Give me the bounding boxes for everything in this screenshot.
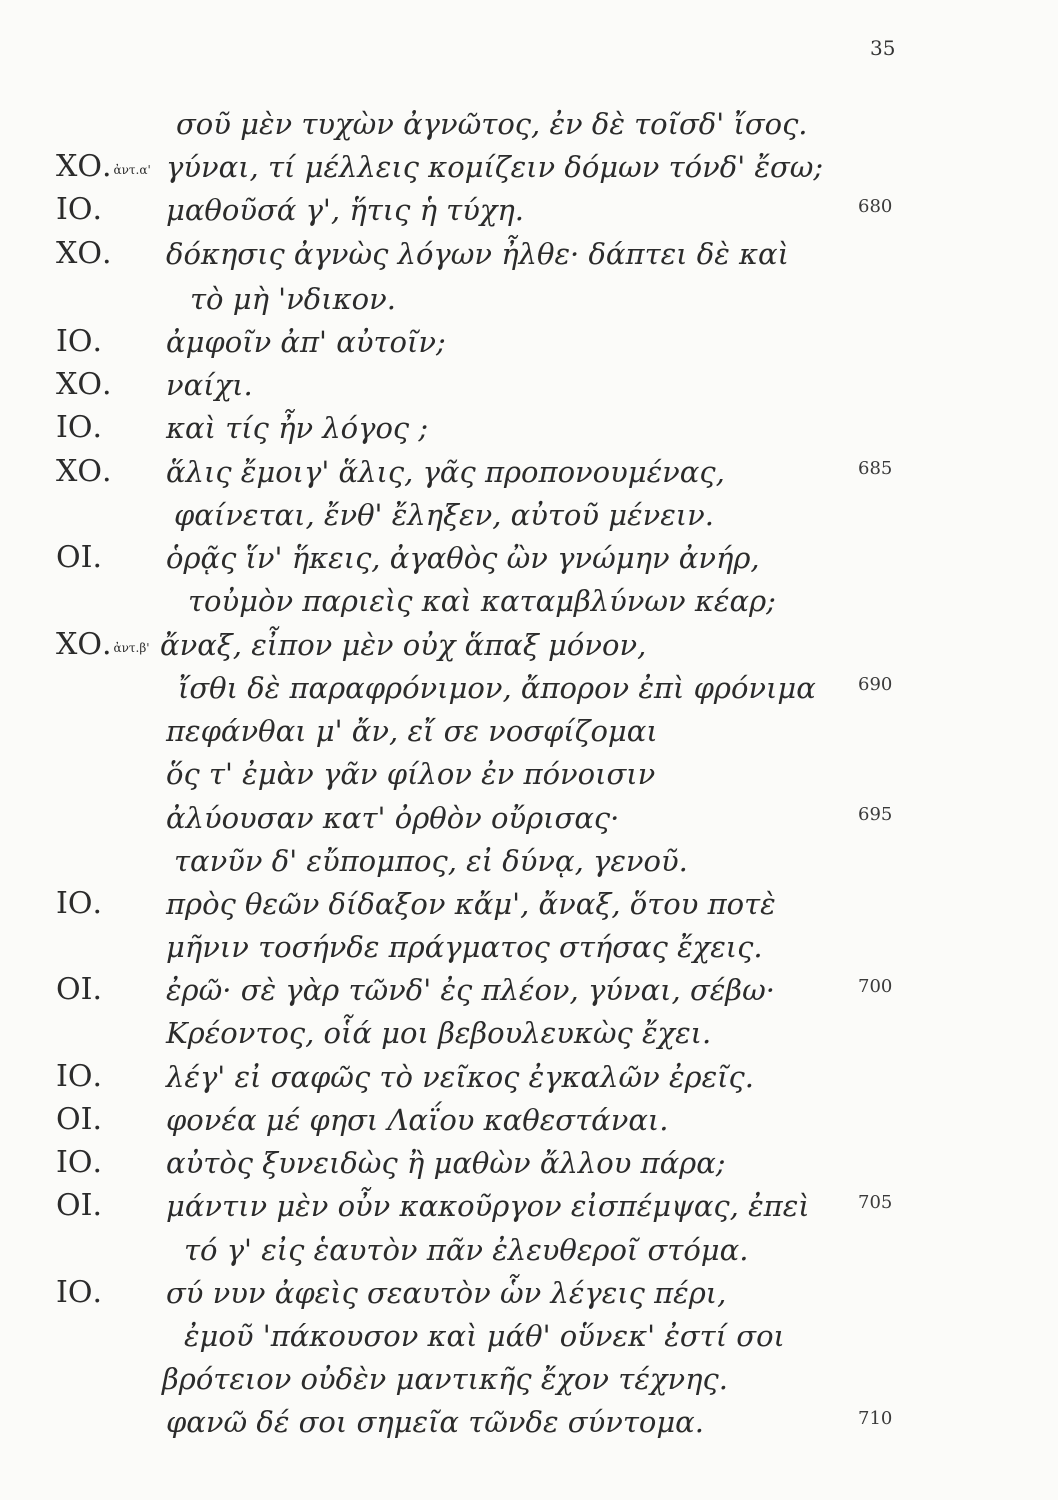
speaker-name: ΙΟ. <box>56 1275 102 1310</box>
verse-line <box>0 1057 1058 1097</box>
speaker-name: ΙΟ. <box>56 886 102 921</box>
speaker-name: ΟΙ. <box>56 540 102 575</box>
verse-line <box>0 1013 1058 1053</box>
speaker-label <box>56 538 102 578</box>
verse-line <box>0 668 1058 708</box>
speaker-label <box>56 365 112 405</box>
verse-line <box>0 711 1058 751</box>
speaker-name: ΙΟ. <box>56 192 102 227</box>
verse-text: ἀλύουσαν κατ' ὀρθὸν οὔρισας· <box>166 801 620 835</box>
verse-text: τοὐμὸν παριεὶς καὶ καταμβλύνων κέαρ; <box>188 584 776 618</box>
speaker-name: ΧΟ. <box>56 454 112 489</box>
verse-text: βρότειον οὐδὲν μαντικῆς ἔχον τέχνης. <box>162 1362 728 1396</box>
verse-text: αὐτὸς ξυνειδὼς ἢ μαθὼν ἄλλου πάρα; <box>166 1146 726 1180</box>
verse-text: φαίνεται, ἔνθ' ἔληξεν, αὐτοῦ μένειν. <box>174 498 715 532</box>
line-number: 700 <box>858 976 893 997</box>
verse-line <box>0 970 1058 1010</box>
verse-text: γύναι, τί μέλλεις κομίζειν δόμων τόνδ' ἔσω; <box>166 150 824 184</box>
verse-text: ναίχι. <box>166 368 253 402</box>
speaker-name: ΟΙ. <box>56 1102 102 1137</box>
page-number: 35 <box>870 36 896 60</box>
speaker-name: ΟΙ. <box>56 972 102 1007</box>
speaker-name: ΧΟ. <box>56 627 112 662</box>
verse-text: ἐμοῦ 'πάκουσον καὶ μάθ' οὕνεκ' ἐστί σοι <box>184 1319 785 1353</box>
verse-line <box>0 625 1058 665</box>
verse-text: σοῦ μὲν τυχὼν ἀγνῶτος, ἐν δὲ τοῖσδ' ἴσος. <box>176 107 808 141</box>
verse-text: τὸ μὴ 'νδικον. <box>190 282 396 316</box>
verse-line <box>0 147 1058 187</box>
line-number: 690 <box>858 674 893 695</box>
verse-line <box>0 538 1058 578</box>
verse-text: πρὸς θεῶν δίδαξον κἄμ', ἄναξ, ὅτου ποτὲ <box>166 887 776 921</box>
verse-line <box>0 495 1058 535</box>
speaker-label <box>56 190 102 230</box>
verse-line <box>0 1143 1058 1183</box>
speaker-label <box>56 625 150 668</box>
verse-line <box>0 841 1058 881</box>
verse-text: λέγ' εἰ σαφῶς τὸ νεῖκος ἐγκαλῶν ἐρεῖς. <box>166 1060 755 1094</box>
speaker-label <box>56 1057 102 1097</box>
verse-line <box>0 1230 1058 1270</box>
speaker-name: ΧΟ. <box>56 236 112 271</box>
line-number: 695 <box>858 804 893 825</box>
verse-text: τανῦν δ' εὔπομπος, εἰ δύνᾳ, γενοῦ. <box>174 844 688 878</box>
verse-line <box>0 1316 1058 1356</box>
verse-text: ὁρᾷς ἵν' ἥκεις, ἀγαθὸς ὢν γνώμην ἀνήρ, <box>166 541 760 575</box>
verse-line <box>0 322 1058 362</box>
verse-text: ἐρῶ· σὲ γὰρ τῶνδ' ἐς πλέον, γύναι, σέβω· <box>166 973 775 1007</box>
speaker-name: ΙΟ. <box>56 1145 102 1180</box>
line-number: 710 <box>858 1408 893 1429</box>
speaker-label <box>56 408 102 448</box>
speaker-name: ΧΟ. <box>56 367 112 402</box>
verse-line <box>0 190 1058 230</box>
verse-text: ἴσθι δὲ παραφρόνιμον, ἄπορον ἐπὶ φρόνιμα <box>178 671 816 705</box>
verse-text: Κρέοντος, οἷά μοι βεβουλευκὼς ἔχει. <box>166 1016 712 1050</box>
verse-line <box>0 1359 1058 1399</box>
strophe-mark: ἀντ.α' <box>113 163 151 177</box>
line-number: 705 <box>858 1192 893 1213</box>
speaker-label <box>56 147 151 190</box>
verse-text: ὅς τ' ἐμὰν γᾶν φίλον ἐν πόνοισιν <box>166 757 656 791</box>
speaker-label <box>56 1186 102 1226</box>
speaker-label <box>56 1273 102 1313</box>
verse-line <box>0 927 1058 967</box>
verse-line <box>0 1100 1058 1140</box>
line-number: 685 <box>858 458 893 479</box>
verse-text: πεφάνθαι μ' ἄν, εἴ σε νοσφίζομαι <box>166 714 658 748</box>
speaker-label <box>56 1100 102 1140</box>
verse-line <box>0 408 1058 448</box>
verse-text: μάντιν μὲν οὖν κακοῦργον εἰσπέμψας, ἐπεὶ <box>166 1189 810 1223</box>
verse-text: φονέα μέ φησι Λαΐου καθεστάναι. <box>166 1103 669 1137</box>
verse-line <box>0 452 1058 492</box>
verse-text: μαθοῦσά γ', ἥτις ἡ τύχη. <box>166 193 524 227</box>
verse-line <box>0 754 1058 794</box>
line-number: 680 <box>858 196 893 217</box>
verse-text: ἀμφοῖν ἀπ' αὐτοῖν; <box>166 325 446 359</box>
verse-line <box>0 365 1058 405</box>
verse-line <box>0 1186 1058 1226</box>
speaker-name: ΙΟ. <box>56 324 102 359</box>
speaker-name: ΧΟ. <box>56 149 112 184</box>
speaker-label <box>56 234 112 274</box>
verse-text: σύ νυν ἀφεὶς σεαυτὸν ὧν λέγεις πέρι, <box>166 1276 727 1310</box>
verse-text: φανῶ δέ σοι σημεῖα τῶνδε σύντομα. <box>166 1405 704 1439</box>
verse-line <box>0 234 1058 274</box>
verse-line <box>0 798 1058 838</box>
verse-line <box>0 279 1058 319</box>
verse-line <box>0 1402 1058 1442</box>
verse-text: ἄναξ, εἶπον μὲν οὐχ ἅπαξ μόνον, <box>160 628 647 662</box>
verse-text: δόκησις ἀγνὼς λόγων ἦλθε· δάπτει δὲ καὶ <box>166 237 789 271</box>
speaker-name: ΟΙ. <box>56 1188 102 1223</box>
speaker-label <box>56 452 112 492</box>
verse-line <box>0 104 1058 144</box>
verse-text: τό γ' εἰς ἑαυτὸν πᾶν ἐλευθεροῖ στόμα. <box>184 1233 749 1267</box>
speaker-label <box>56 1143 102 1183</box>
verse-line <box>0 884 1058 924</box>
strophe-mark: ἀντ.β' <box>113 641 150 655</box>
speaker-name: ΙΟ. <box>56 410 102 445</box>
speaker-name: ΙΟ. <box>56 1059 102 1094</box>
speaker-label <box>56 884 102 924</box>
verse-line <box>0 1273 1058 1313</box>
speaker-label <box>56 970 102 1010</box>
verse-line <box>0 581 1058 621</box>
verse-text: μῆνιν τοσήνδε πράγματος στήσας ἔχεις. <box>166 930 763 964</box>
speaker-label <box>56 322 102 362</box>
verse-text: καὶ τίς ἦν λόγος ; <box>166 411 429 445</box>
verse-text: ἅλις ἔμοιγ' ἅλις, γᾶς προπονουμένας, <box>166 455 725 489</box>
